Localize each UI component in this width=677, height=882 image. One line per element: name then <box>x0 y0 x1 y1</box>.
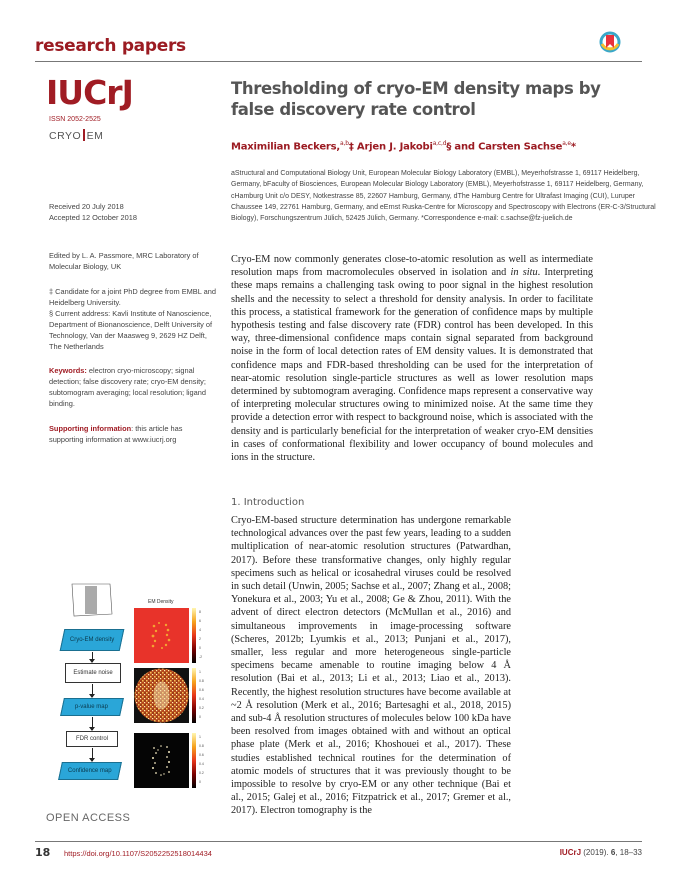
footnote-address: § Current address: Kavli Institute of Nanoscience, Department of Bionanoscience, Delft University of Technology, Van der Maasweg 9, 2629 HZ Delft, The Netherlands <box>49 309 213 351</box>
flow-arrow <box>92 684 93 697</box>
journal-citation: IUCrJ (2019). 6, 18–33 <box>559 848 642 857</box>
confidence-map <box>134 733 189 788</box>
supporting-text[interactable]: : this article has supporting information at www.iucrj.org <box>49 424 183 444</box>
running-head: research papers <box>35 36 186 56</box>
header-divider <box>35 61 642 62</box>
density-volume-icon <box>70 580 114 620</box>
journal-logo: IUCrJ <box>46 73 133 112</box>
flow-confidence-map: Confidence map <box>58 762 122 780</box>
citation-journal: IUCrJ <box>559 848 582 857</box>
colorbar-ticks: 8 6 4 2 0 -2 <box>199 610 203 659</box>
section-left: CRYO <box>49 130 82 142</box>
supporting-information <box>49 423 219 445</box>
introduction-text: Cryo-EM-based structure determination has undergone remarkable technological advances over the past few years, leading to a sudden multiplication of near-atomic resolution structures (Patwardhan, 2017). Before these transformative changes, only highly regular specimens such as helical or icosahedral viruses could be resolved in such detail (Unwin, 2005; Sachse et al., 2007; Zhang et al., 2008; Yonekura et al., 2003; Yu et al., 2008; Ge & Zhou, 2011). With the advent of direct electron detectors (McMullan et al., 2016) and simultaneous improvements in image-processing software (Scheres, 2012b; Lyumkis et al., 2013; Punjani et al., 2017), smaller, less regular and more heterogeneous single-particle specimens became amenable to routine imaging below 4 Å resolution (Bai et al., 2013; Li et al., 2013; Liao et al., 2013). Recently, the highest resolution structures have become available at ~2 Å resolution (Merk et al., 2016; Bartesaghi et al., 2018, 2015) and sub-4 Å resolution structures of molecules below 100 kDa have been resolved from images obtained with and without an optical phase plate (Merk et al., 2016; Khoshouei et al., 2017). These studies established technical routines for the determination of atomic models of structures that it was previously thought to be impossible to resolve by cryo-EM or any other technique (Bai et al., 2015; Galej et al., 2016; Fitzpatrick et al., 2017; Gremer et al., 2017). Electron tomography is the <box>231 515 511 817</box>
article-title: Thresholding of cryo-EM density maps by false discovery rate control <box>231 79 601 119</box>
doi-link[interactable]: https://doi.org/10.1107/S2052252518014434 <box>64 849 212 858</box>
flow-arrow <box>92 748 93 761</box>
section-tag <box>49 129 103 142</box>
page-number: 18 <box>35 846 51 859</box>
supporting-label: Supporting information <box>49 424 132 433</box>
flow-fdr-control: FDR control <box>66 731 118 747</box>
map-label: EM Density <box>148 599 174 605</box>
author-name: Maximilian Beckers, <box>231 141 341 153</box>
colorbar <box>192 668 196 723</box>
flow-estimate-noise: Estimate noise <box>65 663 121 683</box>
footer-divider <box>35 841 642 842</box>
section-heading-introduction: 1. Introduction <box>231 497 305 508</box>
colorbar-ticks: 1 0.8 0.6 0.4 0.2 0 <box>199 735 204 784</box>
abstract: Cryo-EM now commonly generates close-to-atomic resolution as well as intermediate resolution maps from macromolecules observed in isolation and in situ. Interpreting these maps remains a challenging task owing to poor signal in the highest resolution shells and the necessity to select a threshold for density analysis. In order to facilitate this process, a statistical framework for the generation of confidence maps by multiple hypothesis testing and false discovery rate (FDR) control has been developed. In this way, three-dimensional confidence maps contain signal separated from background noise in the form of local detection rates of EM density values. It is demonstrated that confidence maps and FDR-based thresholding can be used for the interpretation of near-atomic resolution single-particle structures as well as lower resolution maps determined by subtomogram averaging. Confidence maps represent a conservative way of interpreting molecular structures owing to minimized noise. At the same time they provide a detection error with respect to background noise, which is associated with the density and is particularly beneficial for the interpretation of weaker cryo-EM densities in cases of conformational flexibility and lower occupancy of bound molecules and ions in the structure. <box>231 254 593 464</box>
author-name: Arjen J. Jakobi <box>353 141 433 153</box>
author-list: Maximilian Beckers,$^{a,b}$‡ Arjen J. Jakobi$^{a,c,d}$§ and Carsten Sachse$^{a,e}$* <box>231 140 576 153</box>
colorbar <box>192 733 196 788</box>
flow-arrow <box>92 717 93 730</box>
accepted-date: Accepted 12 October 2018 <box>49 213 137 222</box>
flow-cryo-em-density: Cryo-EM density <box>60 629 125 651</box>
section-right: EM <box>86 130 104 142</box>
footnote-candidate: ‡ Candidate for a joint PhD degree from EMBL and Heidelberg University. <box>49 287 216 307</box>
edited-by: Edited by L. A. Passmore, MRC Laboratory of Molecular Biology, UK <box>49 251 199 271</box>
p-value-map <box>134 668 189 723</box>
crossmark-bookmark-icon[interactable] <box>599 29 621 55</box>
flow-p-value-map: p-value map <box>60 698 124 716</box>
graphical-abstract-figure <box>44 575 224 825</box>
open-access-badge: OPEN ACCESS <box>46 812 131 824</box>
keywords <box>49 365 219 409</box>
em-density-map <box>134 608 189 663</box>
issn: ISSN 2052-2525 <box>49 116 101 123</box>
colorbar <box>192 608 196 663</box>
author-name: and Carsten Sachse <box>451 141 563 153</box>
keywords-text: electron cryo-microscopy; signal detection; false discovery rate; cryo-EM density; subtomogram averaging; local resolution; ligand binding. <box>49 366 206 408</box>
received-date: Received 20 July 2018 <box>49 202 124 211</box>
keywords-label: Keywords: <box>49 366 87 375</box>
affiliations: aStructural and Computational Biology Unit, European Molecular Biology Laboratory (EMBL), Meyerhofstrasse 1, 69117 Heidelberg, Germany, bFaculty of Biosciences, European Molecular Biology Laboratory (EMBL), Meyerhofstrasse 1, 69117 Heidelberg, Germany, cHamburg Unit c/o DESY, Notkestrasse 85, 22607 Hamburg, Germany, dThe Hamburg Centre for Ultrafast Imaging (CUI), Luruper Chaussee 149, 22761 Hamburg, Germany, and eErnst Ruska-Centre for Microscopy and Spectroscopy with Electrons (ER-C-3/Structural Biology), Forschungszentrum Jülich, 52425 Jülich, Germany. *Correspondence e-mail: c.sachse@fz-juelich.de <box>231 170 656 223</box>
flow-arrow <box>92 652 93 662</box>
section-divider <box>83 129 85 141</box>
colorbar-ticks: 1 0.8 0.6 0.4 0.2 0 <box>199 670 204 719</box>
